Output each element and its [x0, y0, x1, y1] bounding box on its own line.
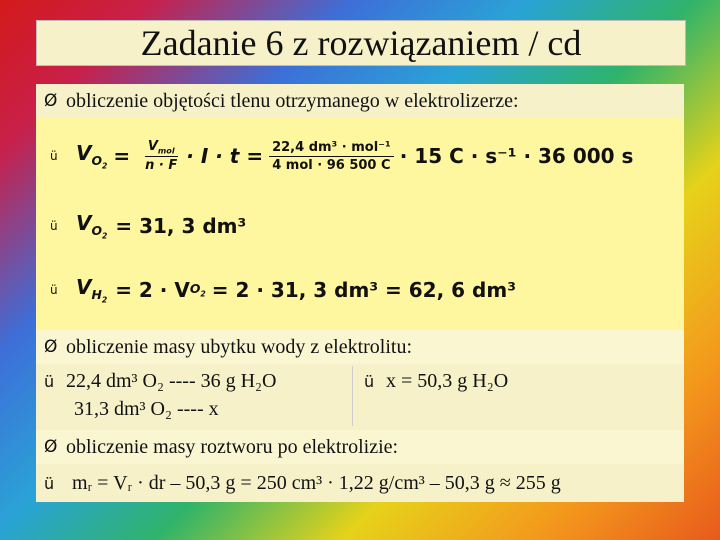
formula-3-mid: = 2 · V	[115, 278, 190, 302]
section-2-header	[36, 330, 684, 364]
check-bullet-icon: ü	[44, 371, 55, 391]
section-1-text: obliczenie objętości tlenu otrzymanego w elektrolizerze:	[66, 89, 519, 112]
section-3	[36, 430, 684, 502]
formula-3-rhs: = 2 · 31, 3 dm³ = 62, 6 dm³	[211, 278, 516, 302]
formula-row-3	[50, 270, 516, 310]
arrow-bullet-icon: Ø	[44, 91, 58, 111]
check-bullet-icon: ü	[50, 283, 58, 297]
formula-1-fraction-2: $\frac{\text{22,4 dm³ · mol⁻¹}}{\text{4 mol · 96 500 C}}$	[269, 140, 394, 173]
solution-mass-line: mᵣ = Vᵣ · dr – 50,3 g = 250 cm³ · 1,22 g/cm³ – 50,3 g ≈ 255 g	[72, 471, 561, 494]
formula-2-rhs: = 31, 3 dm³	[115, 214, 247, 238]
formula-3-sub: $O_2$	[189, 281, 206, 299]
formula-2-lhs: $V_{O_2}$	[76, 211, 108, 241]
slide-title: Zadanie 6 z rozwiązaniem / cd	[36, 20, 686, 66]
formula-1-mid: · I · t =	[186, 144, 264, 168]
section-2-line-2	[36, 394, 684, 424]
cell-divider	[352, 366, 353, 426]
proportion-line-2: 31,3 dm³ O₂ ---- x	[74, 397, 219, 420]
section-1-header	[36, 84, 684, 118]
formula-1-rhs: · 15 C · s⁻¹ · 36 000 s	[399, 144, 634, 168]
section-3-text: obliczenie masy roztworu po elektrolizie:	[66, 435, 399, 458]
proportion-line-1: 22,4 dm³ O₂ ---- 36 g H₂O	[66, 369, 277, 392]
formula-area	[36, 118, 684, 330]
section-2-text: obliczenie masy ubytku wody z elektrolitu:	[66, 335, 413, 358]
arrow-bullet-icon: Ø	[44, 437, 58, 457]
section-2	[36, 330, 684, 430]
formula-row-1	[50, 134, 633, 178]
check-bullet-icon: ü	[364, 371, 375, 391]
formula-1-fraction-1: $\frac{V_{mol}}{n \cdot F}$	[145, 138, 178, 174]
check-bullet-icon: ü	[50, 149, 58, 163]
check-bullet-icon: ü	[44, 473, 55, 493]
arrow-bullet-icon: Ø	[44, 337, 58, 357]
section-2-result	[356, 366, 684, 396]
check-bullet-icon: ü	[50, 219, 58, 233]
section-3-header	[36, 430, 684, 464]
section-3-line	[36, 468, 684, 498]
formula-1-eq: =	[113, 144, 131, 168]
formula-row-2	[50, 206, 246, 246]
result-text: x = 50,3 g H₂O	[386, 369, 509, 392]
formula-3-lhs: $V_{H_2}$	[76, 275, 108, 305]
formula-1-lhs: $V_{O_2}$	[76, 141, 108, 171]
